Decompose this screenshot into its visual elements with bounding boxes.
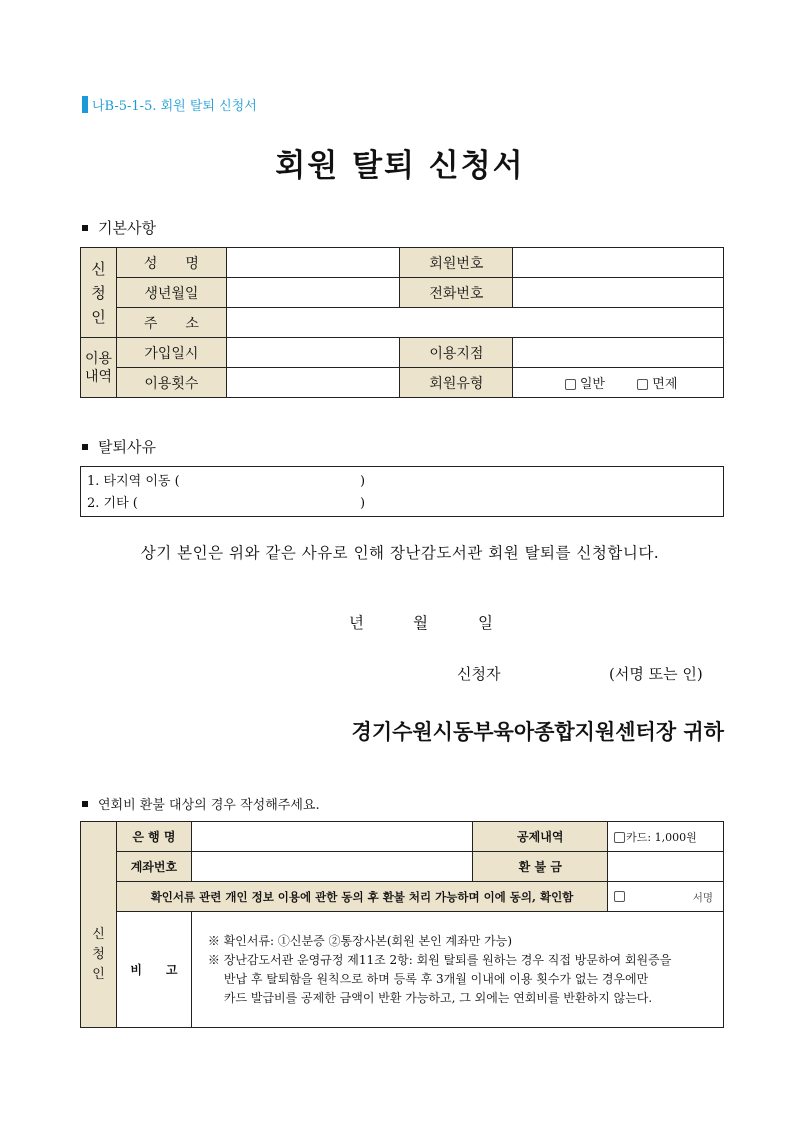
note-regulation: ※ 장난감도서관 운영규정 제11조 2항: 회원 탈퇴를 원하는 경우 직접 방문하여 회원증을 [207,952,672,967]
general-checkbox[interactable] [565,379,576,390]
reason-other-close: ) [360,496,366,511]
remarks-notes [191,912,723,1028]
remarks-label: 비 고 [116,912,191,1028]
consent-sign-label: 서명 [692,892,713,904]
note-regulation-2: 반납 후 탈퇴함을 원칙으로 하며 등록 후 3개월 이내에 이용 횟수가 없는 경우에만 [223,971,649,986]
square-bullet-icon [82,801,88,807]
usage-count-field[interactable] [226,368,400,398]
section-basic [82,217,156,238]
reason-other[interactable] [81,493,723,515]
reason-move-close: ) [360,474,366,489]
applicant-sign: (서명 또는 인) [609,665,703,683]
bank-label: 은 행 명 [116,822,191,852]
recipient: 경기수원시동부육아종합지원센터장 귀하 [351,719,724,744]
account-field[interactable] [191,852,472,882]
general-option-label: 일반 [579,377,605,392]
note-documents: ※ 확인서류: ①신분증 ②통장사본(회원 본인 계좌만 가능) [207,933,513,948]
phone-field[interactable] [513,278,724,308]
section-basic-label: 기본사항 [98,219,156,237]
branch-label: 이용지점 [400,338,513,368]
refund-table [80,821,724,1028]
bank-field[interactable] [191,822,472,852]
phone-label: 전화번호 [400,278,513,308]
exempt-option-label: 면제 [652,377,678,392]
reason-other-open: 2. 기타 ( [87,496,138,511]
usage-count-label: 이용횟수 [116,368,226,398]
page-title: 회원 탈퇴 신청서 [275,148,525,184]
note-regulation-3: 카드 발급비를 공제한 금액이 반환 가능하고, 그 외에는 연회비를 반환하지 않는다. [223,990,653,1005]
date-day: 일 [478,614,493,632]
section-refund [82,794,320,813]
address-label: 주 소 [116,308,226,338]
birth-field[interactable] [226,278,400,308]
document-code [82,95,257,114]
basic-info-table [80,247,724,398]
refund-side-label: 신 청 인 [81,822,117,1028]
section-reason-label: 탈퇴사유 [98,438,156,456]
consent-checkbox[interactable] [614,891,625,902]
date-month: 월 [413,614,428,632]
member-type-field [513,368,724,398]
document-code-text: 나B-5-1-5. 회원 탈퇴 신청서 [92,99,257,114]
section-reason [82,436,156,457]
address-field[interactable] [226,308,723,338]
consent-text: 확인서류 관련 개인 정보 이용에 관한 동의 후 환불 처리 가능하며 이에 동의, 확인함 [116,882,607,912]
deduction-value: 카드: 1,000원 [626,830,697,844]
refund-amount-label: 환 불 금 [473,852,608,882]
refund-amount-field[interactable] [608,852,724,882]
account-label: 계좌번호 [116,852,191,882]
birth-label: 생년월일 [116,278,226,308]
member-no-field[interactable] [513,248,724,278]
branch-field[interactable] [513,338,724,368]
statement: 상기 본인은 위와 같은 사유로 인해 장난감도서관 회원 탈퇴를 신청합니다. [140,544,660,562]
applicant-group-label: 신 청 인 [81,248,117,338]
member-type-label: 회원유형 [400,368,513,398]
applicant-label: 신청자 [457,665,501,683]
square-bullet-icon [82,225,88,231]
join-date-field[interactable] [226,338,400,368]
usage-group-label: 이용 내역 [81,338,117,398]
reason-box [80,466,724,517]
reason-move[interactable] [81,471,723,493]
bookmark-icon [82,96,88,113]
deduction-label: 공제내역 [473,822,608,852]
join-date-label: 가입일시 [116,338,226,368]
date-year: 년 [349,614,364,632]
name-field[interactable] [226,248,400,278]
deduction-field [608,822,724,852]
name-label: 성 명 [116,248,226,278]
square-bullet-icon [82,444,88,450]
consent-sign-cell [608,882,724,912]
reason-move-open: 1. 타지역 이동 ( [87,474,180,489]
card-checkbox[interactable] [614,832,625,843]
member-no-label: 회원번호 [400,248,513,278]
exempt-checkbox[interactable] [637,379,648,390]
section-refund-label: 연회비 환불 대상의 경우 작성해주세요. [98,798,320,813]
